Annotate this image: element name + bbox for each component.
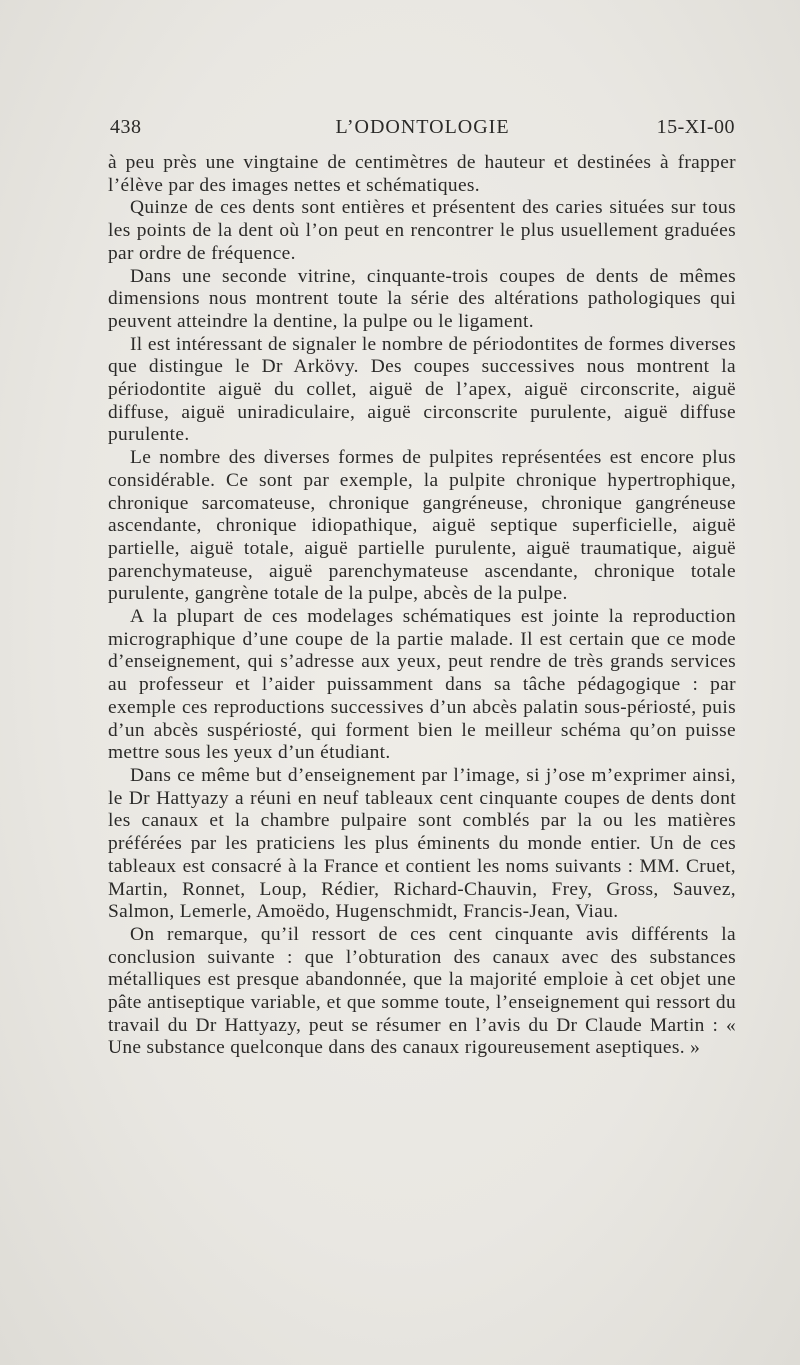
- paragraph-carious-teeth: Quinze de ces dents sont entières et présentent des caries situées sur tous les points de la dent où l’on peut en rencontrer le plus usuellement graduées par ordre de fréquence.: [108, 197, 736, 264]
- paragraph-second-case: Dans une seconde vitrine, cinquante-trois coupes de dents de mêmes dimensions nous montrent toute la série des altérations pathologiques qui peuvent atteindre la dentine, la pulpe ou le ligament.: [108, 265, 736, 332]
- paragraph-micrographic: A la plupart de ces modelages schématiques est jointe la reproduction micrographique d’une coupe de la partie malade. Il est certain que ce mode d’enseignement, qui s’adresse aux yeux, peut rendre de très grands services au professeur et l’aider puissamment dans sa tâche pédagogique : par exemple ces reproductions successives d’un abcès palatin sous-périosté, puis d’un abcès suspériosté, qui forment bien le meilleur schéma qu’on puisse mettre sous les yeux d’un étudiant.: [108, 606, 736, 764]
- paragraph-periodontitis: Il est intéressant de signaler le nombre de périodontites de formes diverses que distingue le Dr Arkövy. Des coupes successives nous montrent la périodontite aiguë du collet, aiguë de l’apex, aiguë circonscrite, aiguë diffuse, aiguë uniradiculaire, aiguë circonscrite purulente, aiguë diffuse purulente.: [108, 333, 736, 446]
- paragraph-continuation: à peu près une vingtaine de centimètres de hauteur et destinées à frapper l’élève par des images nettes et schématiques.: [108, 152, 736, 196]
- paragraph-conclusion: On remarque, qu’il ressort de ces cent cinquante avis différents la conclusion suivante : que l’obturation des canaux avec des substances métalliques est presque abandonnée, que la majorité emploie à cet objet une pâte antiseptique variable, et que somme toute, l’enseignement qui ressort du travail du Dr Hattyazy, peut se résumer en l’avis du Dr Claude Martin : « Une substance quelconque dans des canaux rigoureusement aseptiques. »: [108, 923, 736, 1059]
- running-head: [110, 116, 735, 140]
- paragraph-pulpitis: Le nombre des diverses formes de pulpites représentées est encore plus considérable. Ce sont par exemple, la pulpite chronique hypertrophique, chronique sarcomateuse, chronique gangréneuse, chronique gangréneuse ascendante, chronique idiopathique, aiguë septique superficielle, aiguë partielle, aiguë totale, aiguë partielle purulente, aiguë traumatique, aiguë parenchymateuse, aiguë parenchymateuse ascendante, chronique totale purulente, gangrène totale de la pulpe, abcès de la pulpe.: [108, 447, 736, 605]
- issue-date: 15-XI-00: [656, 116, 735, 138]
- journal-title: L’ODONTOLOGIE: [335, 116, 510, 138]
- paragraph-hattyazy-tables: Dans ce même but d’enseignement par l’image, si j’ose m’exprimer ainsi, le Dr Hattyazy a réuni en neuf tableaux cent cinquante coupes de dents dont les canaux et la chambre pulpaire sont comblés par la ou les matières préférées par les praticiens les plus éminents du monde entier. Un de ces tableaux est consacré à la France et contient les noms suivants : MM. Cruet, Martin, Ronnet, Loup, Rédier, Richard-Chauvin, Frey, Gross, Sauvez, Salmon, Lemerle, Amoëdo, Hugenschmidt, Francis-Jean, Viau.: [108, 764, 736, 923]
- article-body: [108, 152, 736, 1060]
- page-number: 438: [110, 116, 142, 138]
